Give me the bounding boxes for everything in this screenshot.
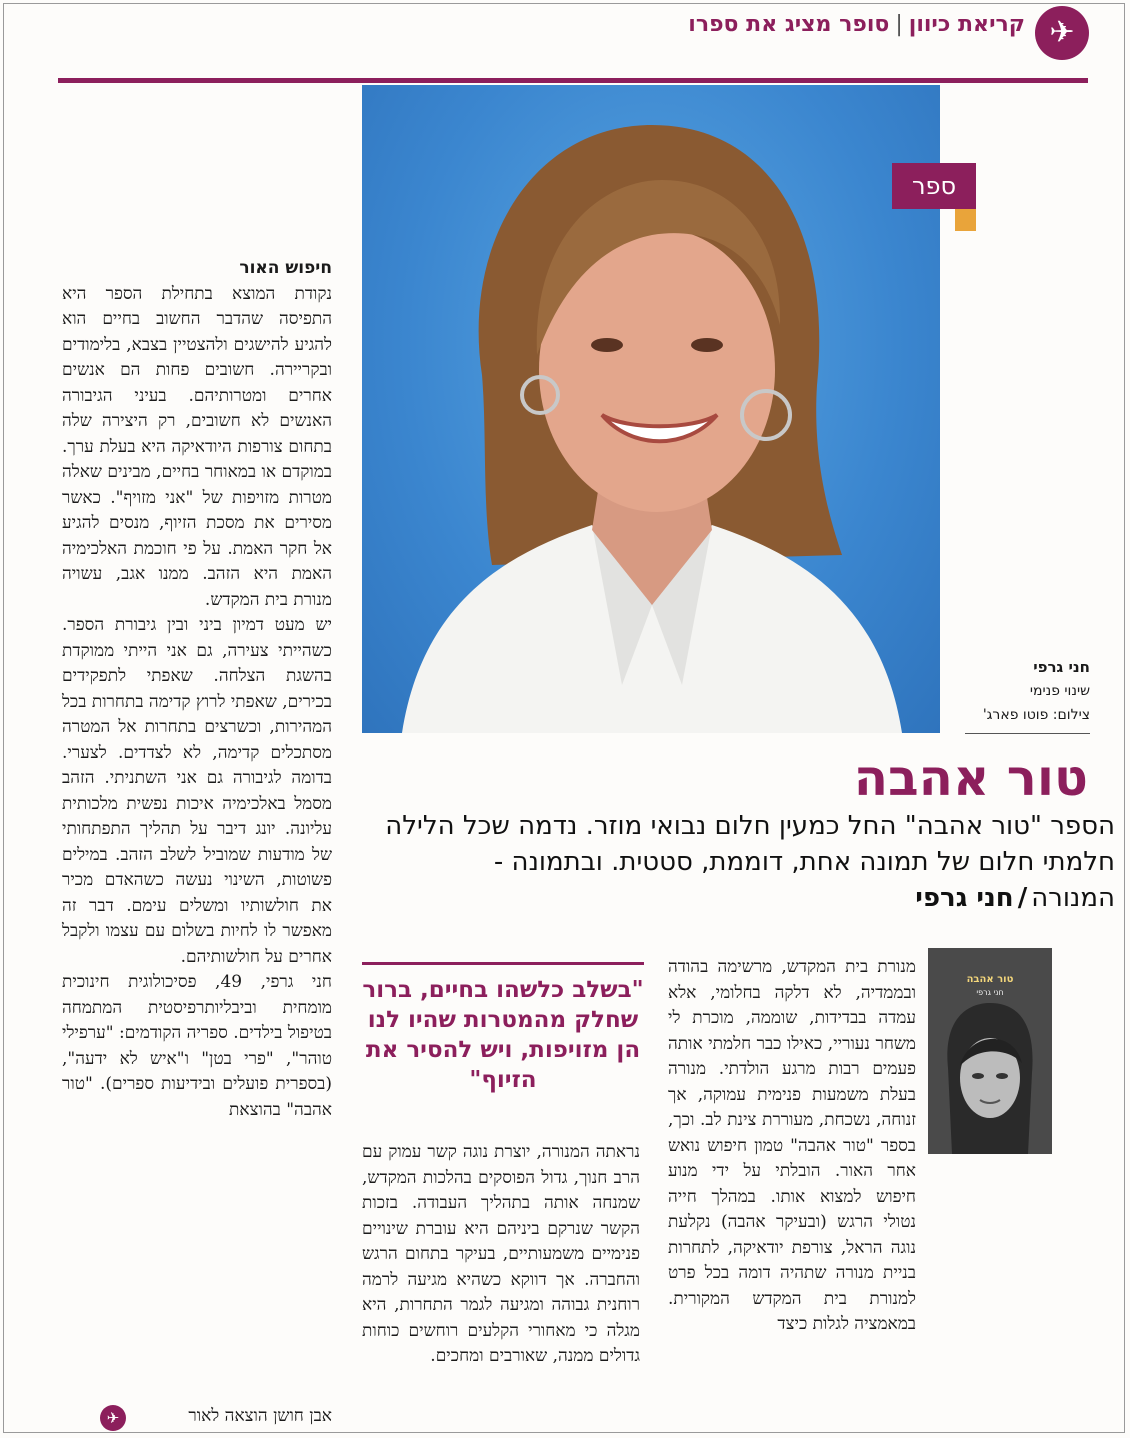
column-left-paragraph-3: חני גרפי, 49, פסיכולוגית חינוכית מומחית וביבליותרפיסטית המתמחה בטיפול בילדים. ספריה הקודמים: "ערפילי טוהר", "פרי בטן" ו"איש לא ידעה", (בספרית פועלים ובידיעות ספרים). "טור אהבה" בהוצאת — [62, 972, 332, 1120]
photo-caption — [950, 655, 1090, 727]
column-left-paragraph-2: יש מעט דמיון ביני ובין גיבורת הספר. כשהייתי צעירה, גם אני הייתי ממוקדת בהשגת הצלחה. שאפתי לתפקידים בכירים, שאפתי לרוץ קדימה בתחרות בכל המהירות, וכשרצים בתחרות אל המטרה מסתכלים קדימה, לא לצדדים. לצערי. בדומה לגיבורה גם אני השתניתי. הזהב מסמל באלכימיה איכות נפשית מלכותית עליונה. יונג דיבר על תהליך התפתחותי של מודעות שמוביל לשלב הזהב. במילים פשוטות, השינוי נעשה כשהאדם מכיר את חולשותיו ומשלים עימם. דבר זה מאפשר לו לחיות בשלום עם עצמו ולקבל אחרים על חולשותיהם. — [61, 615, 332, 967]
section-name: קריאת כיוון — [908, 12, 1025, 37]
column-left-end: אבן חושן הוצאה לאור — [188, 1406, 332, 1426]
author-photo — [362, 85, 940, 733]
pull-quote: "בשלב כלשהו בחיים, ברור שחלק מהמטרות שהיו לנו הן מזויפות, ויש להסיר את הזיוף" — [362, 977, 644, 1093]
tag-corner — [955, 209, 976, 231]
pull-quote-rule — [362, 962, 644, 965]
column-middle — [362, 1140, 640, 1370]
lede-author: חני גרפי — [915, 883, 1014, 913]
caption-rule — [965, 733, 1090, 734]
section-badge — [1035, 6, 1089, 60]
column-right-text: מנורת בית המקדש, מרשימה בהודה ובממדיה, לא דלקה בחלומי, אלא עמדה בבדידות, שוממה, מוכרת לי משחר נעוריי, כאילו כבר חלמתי אותה פעמים רבות מרגע הולדתי. מנורה בעלת משמעות פנימית עמוקה, אך זנוחה, נשכחת, מעוררת צינת לב. וכך, בספר "טור אהבה" טמון חיפוש נואש אחר האור. הובלתי על ידי מנוע חיפוש למצוא אותו. במהלך חייה נטולי הרגש (ובעיקר אהבה) נקלעת נוגה הראל, צורפת יודאיקה, לתחרות בניית מנורה שתהיה דומה בכל פרט למנורת בית המקדש המקורית. במאמציה לגלות כיצד — [668, 957, 916, 1334]
column-left — [62, 256, 332, 1123]
caption-credit: צילום: פוטו פארג' — [982, 707, 1090, 723]
caption-title: שינוי פנימי — [1029, 683, 1090, 699]
column-right — [668, 955, 916, 1338]
book-cover — [928, 948, 1052, 1154]
book-cover-author: חני גרפי — [976, 988, 1004, 997]
airplane-icon: ✈ — [1049, 15, 1075, 50]
section-header — [688, 12, 1025, 37]
article-title: טור אהבה — [853, 749, 1088, 807]
article-lede — [360, 808, 1115, 916]
subsection-name: סופר מציג את ספרו — [688, 12, 890, 37]
end-airplane-icon: ✈ — [100, 1405, 126, 1431]
book-category-tag: ספר — [892, 163, 976, 209]
lede-text: הספר "טור אהבה" החל כמעין חלום נבואי מוזר. נדמה שכל הלילה חלמתי חלום של תמונה אחת, דוממת, סטטית. ובתמונה - המנורה — [385, 811, 1115, 913]
book-cover-title: טור אהבה — [966, 974, 1014, 985]
portrait-illustration — [362, 85, 940, 733]
header-separator: | — [895, 12, 903, 37]
column-middle-text: נראתה המנורה, יוצרת נוגה קשר עמוק עם הרב חנוך, גדול הפוסקים בהלכות המקדש, שמנחה אותה בתהליך העבודה. בזכות הקשר שנרקם ביניהם היא עוברת שינויים פנימיים משמעותיים, בעיקר בתחום הרגש והחברה. אך דווקא כשהיא מגיעה לרמה רוחנית גבוהה ומגיעה לגמר התחרות, היא מגלה כי מאחורי הקלעים רוחשים כוחות גדולים ממנה, שאורבים ומחכים. — [362, 1142, 640, 1366]
column-left-heading: חיפוש האור — [239, 258, 332, 278]
header-rule — [58, 78, 1088, 83]
lede-separator: / — [1017, 883, 1028, 913]
caption-name: חני גרפי — [1033, 658, 1090, 676]
column-left-paragraph-1: נקודת המוצא בתחילת הספר היא התפיסה שהדבר החשוב בחיים הוא להגיע להישגים ולהצטיין בצבא, בלימודים ובקריירה. חשובים פחות הם אנשים אחרים ומטרותיהם. בעיני הגיבורה האנשים לא חשובים, רק היצירה שלה בתחום צורפות היודאיקה היא בעלת ערך. במוקדם או במאוחר בחיים, מבינים שאלה מטרות מזויפות של "אני מזויף". כאשר מסירים את מסכת הזיוף, מנסים להגיע אל חקר האמת. על פי חוכמת האלכימיה האמת היא הזהב. ממנו אגב, עשויה מנורת בית המקדש. — [62, 283, 332, 610]
